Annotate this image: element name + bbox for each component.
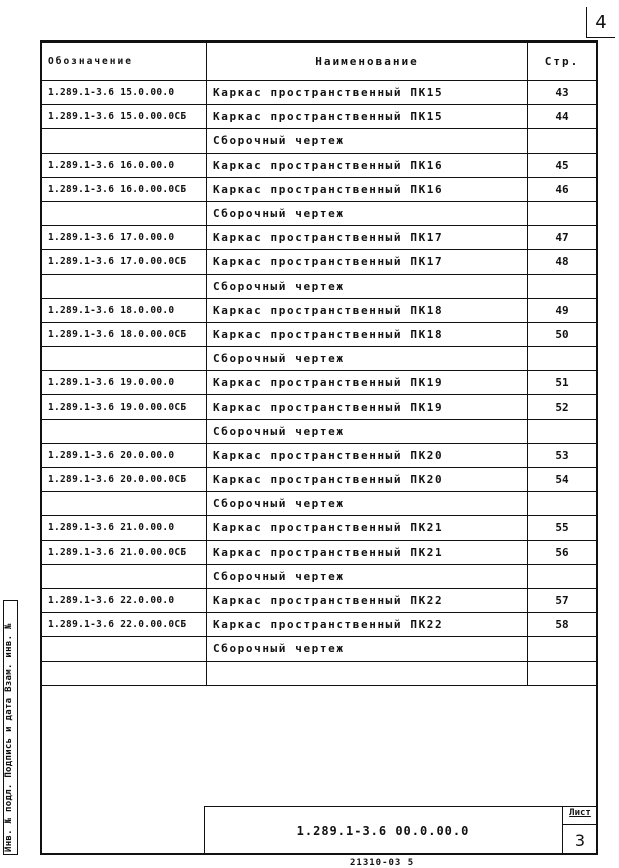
table-row	[42, 637, 597, 661]
cell-designation	[42, 492, 207, 516]
cell-designation: 1.289.1-3.6 21.0.00.0СБ	[42, 540, 207, 564]
table-row	[42, 129, 597, 153]
cell-page	[528, 492, 597, 516]
table-header-row	[42, 43, 597, 81]
cell-designation: 1.289.1-3.6 18.0.00.0	[42, 298, 207, 322]
table-row	[42, 153, 597, 177]
cell-designation: 1.289.1-3.6 15.0.00.0	[42, 81, 207, 105]
table-row	[42, 468, 597, 492]
cell-name: Сборочный чертеж	[207, 637, 528, 661]
table-row	[42, 540, 597, 564]
table-row	[42, 201, 597, 225]
table-row	[42, 250, 597, 274]
cell-page: 51	[528, 371, 597, 395]
cell-name: Каркас пространственный ПК18	[207, 322, 528, 346]
table-row	[42, 105, 597, 129]
cell-designation: 1.289.1-3.6 16.0.00.0	[42, 153, 207, 177]
table-row	[42, 588, 597, 612]
table-row	[42, 419, 597, 443]
table-row	[42, 613, 597, 637]
header-designation: Обозначение	[42, 43, 207, 81]
cell-name: Каркас пространственный ПК18	[207, 298, 528, 322]
sheet-value: 3	[562, 824, 598, 855]
cell-name: Каркас пространственный ПК15	[207, 105, 528, 129]
cell-designation: 1.289.1-3.6 18.0.00.0СБ	[42, 322, 207, 346]
cell-designation: 1.289.1-3.6 22.0.00.0	[42, 588, 207, 612]
cell-designation	[42, 347, 207, 371]
table-row	[42, 177, 597, 201]
table-row	[42, 347, 597, 371]
cell-name: Каркас пространственный ПК19	[207, 371, 528, 395]
cell-page: 50	[528, 322, 597, 346]
cell-name: Каркас пространственный ПК19	[207, 395, 528, 419]
cell-page: 55	[528, 516, 597, 540]
cell-page: 57	[528, 588, 597, 612]
register-table	[41, 42, 597, 686]
cell-page	[528, 637, 597, 661]
table-row	[42, 395, 597, 419]
cell-page: 43	[528, 81, 597, 105]
cell-name: Сборочный чертеж	[207, 129, 528, 153]
cell-name: Каркас пространственный ПК21	[207, 516, 528, 540]
cell-designation: 1.289.1-3.6 20.0.00.0СБ	[42, 468, 207, 492]
cell-page: 47	[528, 226, 597, 250]
cell-designation: 1.289.1-3.6 20.0.00.0	[42, 443, 207, 467]
table-row	[42, 492, 597, 516]
cell-designation: 1.289.1-3.6 21.0.00.0	[42, 516, 207, 540]
table-row	[42, 661, 597, 685]
cell-page	[528, 129, 597, 153]
cell-page: 49	[528, 298, 597, 322]
cell-name: Каркас пространственный ПК20	[207, 443, 528, 467]
cell-page	[528, 347, 597, 371]
side-stamp-label: Инв. № подл. Подпись и дата Взам. инв. №	[4, 623, 14, 852]
cell-name: Сборочный чертеж	[207, 201, 528, 225]
cell-designation	[42, 661, 207, 685]
cell-name: Каркас пространственный ПК17	[207, 250, 528, 274]
cell-page: 54	[528, 468, 597, 492]
cell-page	[528, 419, 597, 443]
cell-name: Каркас пространственный ПК15	[207, 81, 528, 105]
cell-name: Сборочный чертеж	[207, 274, 528, 298]
cell-designation	[42, 564, 207, 588]
cell-designation: 1.289.1-3.6 19.0.00.0	[42, 371, 207, 395]
table-row	[42, 564, 597, 588]
header-name: Наименование	[207, 43, 528, 81]
cell-page	[528, 564, 597, 588]
cell-name: Каркас пространственный ПК16	[207, 177, 528, 201]
cell-designation: 1.289.1-3.6 19.0.00.0СБ	[42, 395, 207, 419]
cell-name: Сборочный чертеж	[207, 492, 528, 516]
cell-page: 46	[528, 177, 597, 201]
table-row	[42, 81, 597, 105]
cell-designation	[42, 129, 207, 153]
footer-code: 21310-03 5	[350, 858, 415, 868]
cell-page: 53	[528, 443, 597, 467]
sheet-label: Лист	[569, 808, 591, 818]
table-row	[42, 443, 597, 467]
table-row	[42, 298, 597, 322]
header-page: Стр.	[528, 43, 597, 81]
cell-name: Сборочный чертеж	[207, 419, 528, 443]
cell-designation	[42, 274, 207, 298]
cell-page	[528, 201, 597, 225]
cell-designation: 1.289.1-3.6 15.0.00.0СБ	[42, 105, 207, 129]
cell-page: 48	[528, 250, 597, 274]
cell-designation: 1.289.1-3.6 17.0.00.0СБ	[42, 250, 207, 274]
table-row	[42, 371, 597, 395]
cell-designation	[42, 637, 207, 661]
cell-page: 45	[528, 153, 597, 177]
sheet-number: 4	[586, 7, 615, 38]
cell-page: 58	[528, 613, 597, 637]
cell-name: Каркас пространственный ПК22	[207, 613, 528, 637]
cell-page	[528, 274, 597, 298]
cell-designation: 1.289.1-3.6 17.0.00.0	[42, 226, 207, 250]
table-row	[42, 322, 597, 346]
cell-designation: 1.289.1-3.6 22.0.00.0СБ	[42, 613, 207, 637]
cell-name	[207, 661, 528, 685]
cell-designation	[42, 201, 207, 225]
table-row	[42, 226, 597, 250]
cell-name: Каркас пространственный ПК17	[207, 226, 528, 250]
cell-designation: 1.289.1-3.6 16.0.00.0СБ	[42, 177, 207, 201]
cell-page: 44	[528, 105, 597, 129]
table-row	[42, 516, 597, 540]
table-row	[42, 274, 597, 298]
cell-name: Каркас пространственный ПК16	[207, 153, 528, 177]
title-block-code: 1.289.1-3.6 00.0.00.0	[296, 823, 470, 838]
cell-designation	[42, 419, 207, 443]
cell-page: 52	[528, 395, 597, 419]
cell-page: 56	[528, 540, 597, 564]
cell-name: Сборочный чертеж	[207, 347, 528, 371]
cell-name: Сборочный чертеж	[207, 564, 528, 588]
cell-page	[528, 661, 597, 685]
cell-name: Каркас пространственный ПК22	[207, 588, 528, 612]
cell-name: Каркас пространственный ПК20	[207, 468, 528, 492]
cell-name: Каркас пространственный ПК21	[207, 540, 528, 564]
